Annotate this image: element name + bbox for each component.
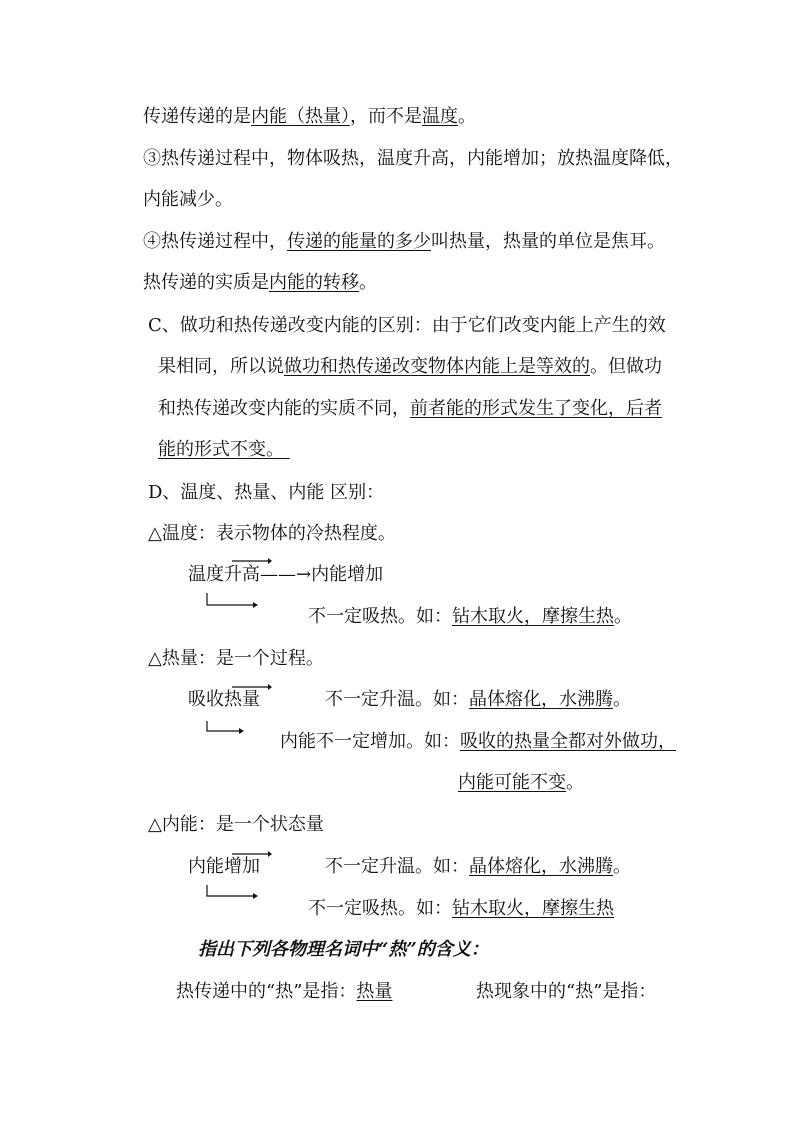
text-span: 。	[614, 606, 632, 627]
temperature-heading: △温度：表示物体的冷热程度。	[148, 523, 396, 544]
text-span: 内能不一定增加。如：	[280, 731, 460, 752]
text-line	[176, 980, 392, 1004]
underlined-term: 内能的转移	[269, 272, 359, 293]
text-span: 不一定升温。如：	[325, 856, 469, 877]
text-line: 热现象中的“热”是指：	[476, 981, 657, 1002]
arrow-icon	[232, 682, 272, 692]
text-line	[143, 105, 476, 129]
underlined-term: 能的形式不变。	[158, 439, 284, 460]
temperature-row	[308, 605, 632, 629]
text-line	[143, 271, 377, 295]
heat-row	[280, 730, 676, 754]
arrow-icon	[232, 556, 272, 566]
text-span: 不一定吸热。如：	[308, 606, 452, 627]
internal-energy-heading: △内能：是一个状态量	[148, 814, 324, 835]
text-span: 叫热量，热量的单位是焦耳。	[431, 231, 665, 252]
temperature-row	[188, 563, 383, 587]
text-span: 内能增加	[311, 564, 384, 585]
section-c-line: C、做功和热传递改变内能的区别：由于它们改变内能上产生的效	[148, 315, 666, 336]
internal-energy-row	[325, 855, 631, 879]
underlined-term: 做功和热传递改变物体内能上是等效的	[284, 356, 590, 377]
section-c-line	[158, 397, 662, 421]
underlined-term: 晶体熔化，水沸腾	[469, 689, 613, 710]
text-span: 热传递的实质是	[143, 272, 269, 293]
text-span: 温度升高	[188, 564, 260, 585]
arrow-icon	[232, 849, 272, 859]
underlined-term: 晶体熔化，水沸腾	[469, 856, 613, 877]
section-d-title: D、温度、热量、内能 区别：	[148, 482, 385, 503]
text-span: 。	[613, 689, 631, 710]
underlined-term: 传递的能量的多少	[287, 231, 431, 252]
internal-energy-row	[308, 897, 614, 921]
text-span: 和热传递改变内能的实质不同，	[158, 398, 410, 419]
text-line: 内能减少。	[143, 189, 233, 210]
section-c-line	[158, 438, 290, 462]
text-span: 热传递中的“热”是指：	[176, 981, 357, 1002]
text-span: 果相同，所以说	[158, 356, 284, 377]
branch-arrow-icon	[206, 720, 244, 736]
heat-row	[325, 688, 631, 712]
text-span: 。	[613, 856, 631, 877]
text-span: 。	[458, 106, 476, 127]
underlined-term: 内能可能不变	[458, 772, 566, 793]
underlined-term: 前者能的形式发生了变化，后者	[410, 398, 662, 419]
underlined-term: 内能（热量）	[251, 106, 350, 127]
text-span: 。但做功	[590, 356, 662, 377]
branch-arrow-icon	[206, 592, 258, 612]
heat-row: 吸收热量	[188, 689, 260, 710]
text-span: 。	[359, 272, 377, 293]
text-span: 。	[566, 772, 584, 793]
text-span: ④热传递过程中，	[143, 231, 287, 252]
underlined-term: 吸收的热量全都对外做功，	[460, 731, 676, 752]
underlined-term: 热量	[356, 981, 393, 1002]
text-span: 传递传递的是	[143, 106, 251, 127]
branch-arrow-icon	[206, 884, 258, 902]
underlined-term: 温度	[422, 106, 458, 127]
text-span: ，而不是	[350, 106, 422, 127]
heat-row	[458, 771, 584, 795]
arrow-text: ——→	[260, 564, 312, 585]
underline-pad	[284, 439, 290, 460]
underlined-term: 钻木取火，摩擦生热	[452, 898, 614, 919]
task-heading: 指出下列各物理名词中“热”的含义：	[198, 939, 489, 960]
section-c-line	[158, 355, 662, 379]
text-line	[143, 230, 665, 254]
internal-energy-row: 内能增加	[188, 856, 260, 877]
heat-heading: △热量：是一个过程。	[148, 648, 324, 669]
underlined-term: 钻木取火，摩擦生热	[452, 606, 614, 627]
text-span: 不一定升温。如：	[325, 689, 469, 710]
text-span: 不一定吸热。如：	[308, 898, 452, 919]
text-line: ③热传递过程中，物体吸热，温度升高，内能增加；放热温度降低，	[143, 148, 683, 169]
